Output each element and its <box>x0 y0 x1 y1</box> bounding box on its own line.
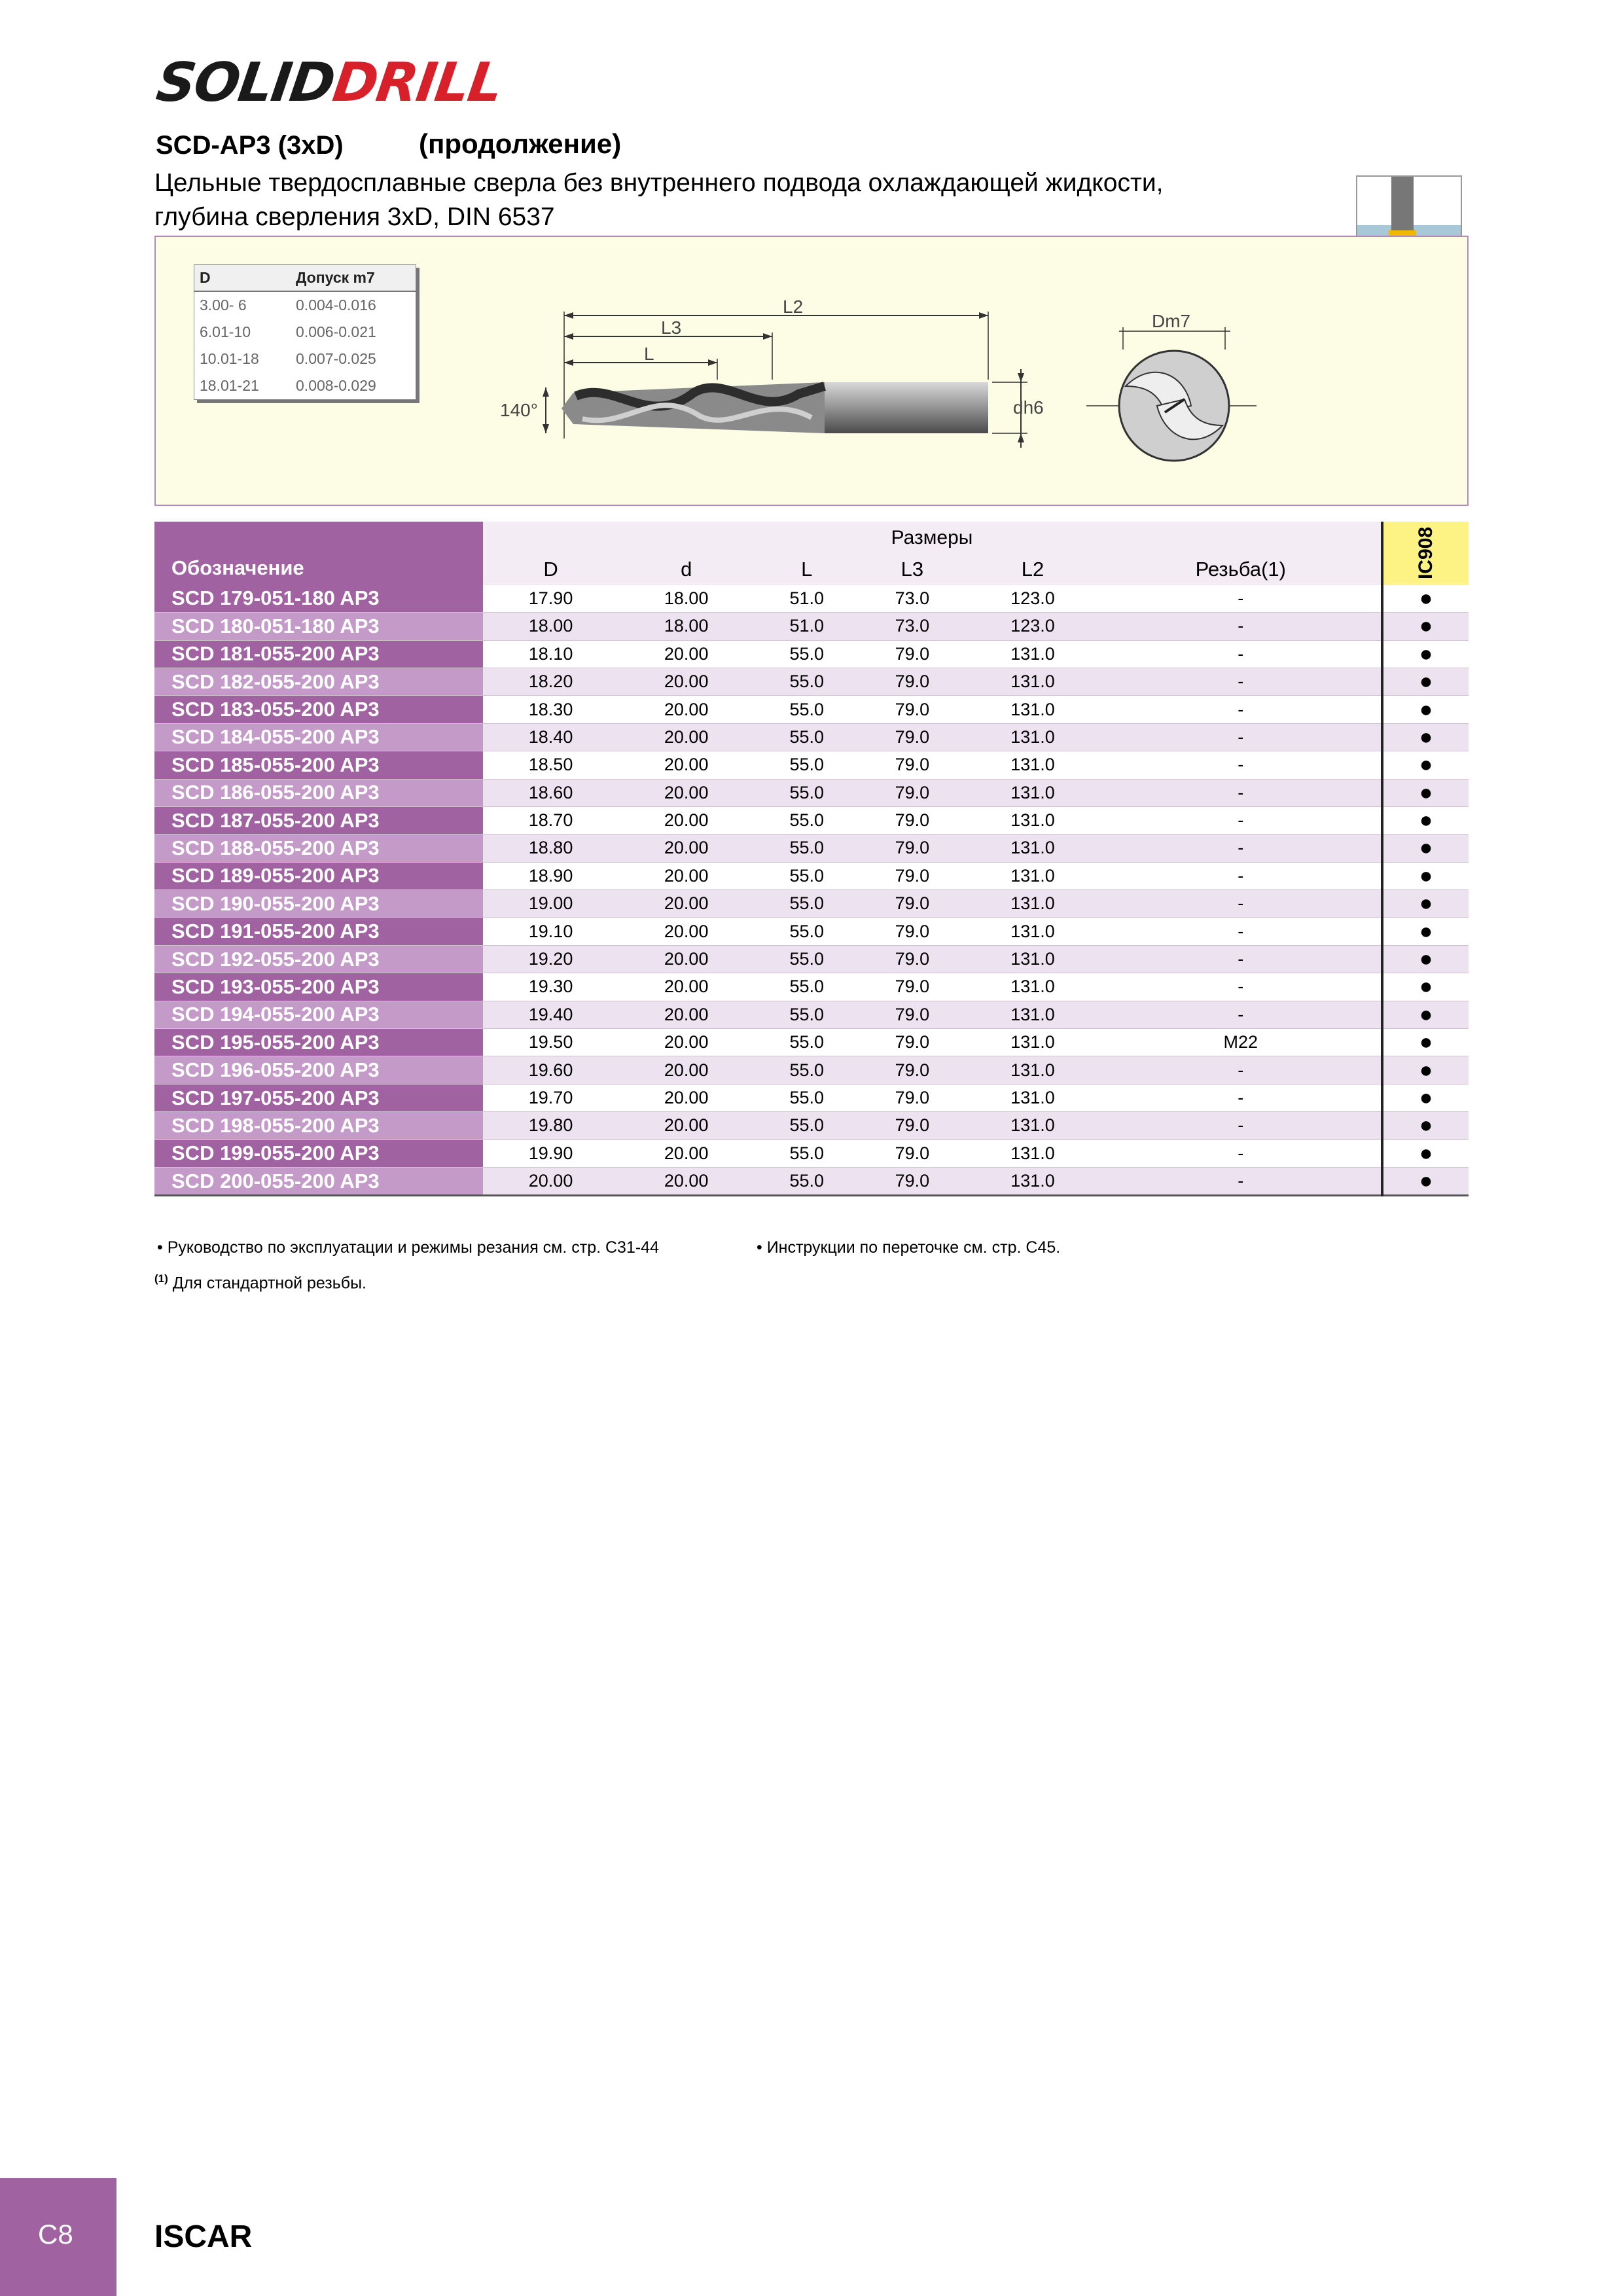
designation-cell: SCD 188-055-200 AP3 <box>154 834 483 862</box>
dimension-cell: 79.0 <box>859 1112 965 1139</box>
availability-dot: ● <box>1382 973 1469 1001</box>
dimension-cell: - <box>1101 806 1382 834</box>
dimension-cell: 79.0 <box>859 973 965 1001</box>
designation-cell: SCD 194-055-200 AP3 <box>154 1001 483 1028</box>
dimension-cell: 55.0 <box>754 1001 859 1028</box>
dimension-cell: - <box>1101 1167 1382 1195</box>
col-header-l: L <box>754 554 859 584</box>
availability-dot: ● <box>1382 1139 1469 1167</box>
dimension-cell: 20.00 <box>618 1056 754 1084</box>
availability-dot: ● <box>1382 1029 1469 1056</box>
dimension-cell: 20.00 <box>618 862 754 889</box>
title-continuation: (продолжение) <box>419 128 622 159</box>
dimension-cell: 20.00 <box>618 834 754 862</box>
dimension-cell: 131.0 <box>965 890 1100 918</box>
table-row <box>154 1001 1469 1028</box>
dimension-cell: - <box>1101 890 1382 918</box>
tolerance-row: 18.01-21 0.008-0.029 <box>200 377 376 394</box>
dimension-cell: 19.80 <box>483 1112 618 1139</box>
dimension-cell: 79.0 <box>859 1084 965 1111</box>
dimension-cell: 18.80 <box>483 834 618 862</box>
dimension-cell: 79.0 <box>859 918 965 945</box>
designation-cell: SCD 200-055-200 AP3 <box>154 1167 483 1195</box>
dimension-cell: 55.0 <box>754 668 859 695</box>
designation-cell: SCD 184-055-200 AP3 <box>154 723 483 751</box>
dimension-cell: 18.10 <box>483 640 618 668</box>
dimension-cell: 20.00 <box>618 1029 754 1056</box>
dimension-cell: 131.0 <box>965 1112 1100 1139</box>
dimension-cell: 131.0 <box>965 834 1100 862</box>
dimension-cell: 19.20 <box>483 945 618 973</box>
dimension-cell: 131.0 <box>965 1029 1100 1056</box>
dimension-cell: 55.0 <box>754 1112 859 1139</box>
dimension-cell: 79.0 <box>859 751 965 779</box>
tolerance-row: 3.00- 6 0.004-0.016 <box>200 296 376 314</box>
dimension-cell: 51.0 <box>754 585 859 613</box>
dimension-cell: - <box>1101 1001 1382 1028</box>
dimension-cell: - <box>1101 696 1382 723</box>
designation-cell: SCD 192-055-200 AP3 <box>154 945 483 973</box>
dimension-cell: 79.0 <box>859 806 965 834</box>
dimension-cell: 73.0 <box>859 585 965 613</box>
dimension-cell: 20.00 <box>618 696 754 723</box>
dimension-cell: 131.0 <box>965 696 1100 723</box>
dimension-cell: - <box>1101 1084 1382 1111</box>
designation-cell: SCD 196-055-200 AP3 <box>154 1056 483 1084</box>
designation-cell: SCD 182-055-200 AP3 <box>154 668 483 695</box>
dimension-cell: 131.0 <box>965 779 1100 806</box>
col-header-l2: L2 <box>965 554 1100 584</box>
tolerance-row: 10.01-18 0.007-0.025 <box>200 350 376 367</box>
availability-dot: ● <box>1382 806 1469 834</box>
dimensions-group-header: Размеры <box>483 522 1382 554</box>
dimension-cell: 79.0 <box>859 1001 965 1028</box>
dimension-cell: 131.0 <box>965 1139 1100 1167</box>
dimension-cell: - <box>1101 945 1382 973</box>
designation-cell: SCD 193-055-200 AP3 <box>154 973 483 1001</box>
dimension-cell: 55.0 <box>754 945 859 973</box>
dimension-cell: 18.00 <box>618 613 754 640</box>
dimension-cell: 19.90 <box>483 1139 618 1167</box>
dimension-cell: 20.00 <box>618 640 754 668</box>
tolerance-table <box>194 264 416 400</box>
dimension-cell: 55.0 <box>754 779 859 806</box>
designation-cell: SCD 190-055-200 AP3 <box>154 890 483 918</box>
table-row <box>154 945 1469 973</box>
dimension-cell: 123.0 <box>965 613 1100 640</box>
table-row <box>154 918 1469 945</box>
dimension-cell: 20.00 <box>618 751 754 779</box>
dimension-cell: 55.0 <box>754 640 859 668</box>
dimension-cell: 55.0 <box>754 723 859 751</box>
dimension-cell: 55.0 <box>754 696 859 723</box>
dimension-cell: 55.0 <box>754 806 859 834</box>
product-dimensions-table <box>154 522 1469 1196</box>
dimension-cell: - <box>1101 1112 1382 1139</box>
dimension-cell: 20.00 <box>618 1112 754 1139</box>
dimension-cell: 18.90 <box>483 862 618 889</box>
page-number: C8 <box>38 2219 73 2250</box>
table-row <box>154 806 1469 834</box>
usage-note: • Руководство по эксплуатации и режимы резания см. стр. C31-44 <box>157 1238 659 1257</box>
availability-dot: ● <box>1382 1084 1469 1111</box>
dimension-cell: 55.0 <box>754 862 859 889</box>
dimension-cell: 79.0 <box>859 668 965 695</box>
dimension-cell: 73.0 <box>859 613 965 640</box>
dimension-cell: 55.0 <box>754 1029 859 1056</box>
dimension-cell: 55.0 <box>754 1167 859 1195</box>
dimension-cell: 20.00 <box>618 945 754 973</box>
dimension-cell: - <box>1101 1139 1382 1167</box>
dimension-cell: - <box>1101 973 1382 1001</box>
dimension-cell: 20.00 <box>618 890 754 918</box>
dimension-cell: 20.00 <box>618 723 754 751</box>
col-header-l3: L3 <box>859 554 965 584</box>
table-row <box>154 585 1469 613</box>
dimension-cell: 131.0 <box>965 918 1100 945</box>
dimension-cell: - <box>1101 723 1382 751</box>
dimension-cell: 55.0 <box>754 890 859 918</box>
dimension-cell: 18.60 <box>483 779 618 806</box>
dimension-cell: 20.00 <box>483 1167 618 1195</box>
dimension-cell: 18.20 <box>483 668 618 695</box>
dimension-cell: 131.0 <box>965 1056 1100 1084</box>
dim-label-dh6: dh6 <box>1013 397 1044 418</box>
availability-dot: ● <box>1382 613 1469 640</box>
brand-name: ISCAR <box>154 2219 253 2254</box>
availability-dot: ● <box>1382 751 1469 779</box>
dimension-cell: 20.00 <box>618 668 754 695</box>
availability-dot: ● <box>1382 723 1469 751</box>
dimension-cell: 51.0 <box>754 613 859 640</box>
availability-dot: ● <box>1382 918 1469 945</box>
dimension-cell: M22 <box>1101 1029 1382 1056</box>
dimension-cell: 20.00 <box>618 806 754 834</box>
table-row <box>154 613 1469 640</box>
table-row <box>154 723 1469 751</box>
tolerance-header-m7: Допуск m7 <box>291 265 416 292</box>
dimension-cell: 20.00 <box>618 973 754 1001</box>
dimension-cell: 19.10 <box>483 918 618 945</box>
dimension-cell: 20.00 <box>618 1001 754 1028</box>
col-header-d: d <box>618 554 754 584</box>
dim-label-l3: L3 <box>661 317 682 338</box>
footnote: $^{(1)}$ Для стандартной резьбы. <box>154 1272 367 1293</box>
drill-end-view-drawing <box>1086 301 1257 484</box>
dimension-cell: 79.0 <box>859 1029 965 1056</box>
dim-label-l2: L2 <box>783 296 804 317</box>
table-row <box>154 640 1469 668</box>
dimension-cell: 131.0 <box>965 1167 1100 1195</box>
dimension-cell: - <box>1101 1056 1382 1084</box>
dimension-cell: 55.0 <box>754 1056 859 1084</box>
dimension-cell: 20.00 <box>618 1167 754 1195</box>
dimension-cell: 131.0 <box>965 806 1100 834</box>
dimension-cell: 55.0 <box>754 1084 859 1111</box>
availability-dot: ● <box>1382 834 1469 862</box>
product-subtitle: Цельные твердосплавные сверла без внутреннего подвода охлаждающей жидкости, глубина сверления 3xD, DIN 6537 <box>154 169 1164 231</box>
designation-cell: SCD 189-055-200 AP3 <box>154 862 483 889</box>
dimension-cell: 55.0 <box>754 751 859 779</box>
designation-cell: SCD 191-055-200 AP3 <box>154 918 483 945</box>
dimension-cell: 18.40 <box>483 723 618 751</box>
dimension-cell: 131.0 <box>965 945 1100 973</box>
dimension-cell: 131.0 <box>965 1001 1100 1028</box>
table-row <box>154 1084 1469 1111</box>
dimension-cell: 18.70 <box>483 806 618 834</box>
table-row <box>154 973 1469 1001</box>
dimension-cell: - <box>1101 668 1382 695</box>
dimension-cell: - <box>1101 613 1382 640</box>
dimension-cell: 20.00 <box>618 1139 754 1167</box>
designation-cell: SCD 179-051-180 AP3 <box>154 585 483 613</box>
regrind-note: • Инструкции по переточке см. стр. C45. <box>757 1238 1061 1257</box>
table-row <box>154 1167 1469 1195</box>
table-row <box>154 668 1469 695</box>
dimension-cell: - <box>1101 585 1382 613</box>
angle-label: 140° <box>500 400 538 420</box>
dimension-cell: 79.0 <box>859 862 965 889</box>
availability-dot: ● <box>1382 945 1469 973</box>
dimension-cell: 20.00 <box>618 1084 754 1111</box>
dimension-cell: 20.00 <box>618 918 754 945</box>
dimension-cell: 79.0 <box>859 779 965 806</box>
dimension-cell: 19.50 <box>483 1029 618 1056</box>
dimension-cell: 79.0 <box>859 1139 965 1167</box>
dimension-cell: 123.0 <box>965 585 1100 613</box>
dimension-cell: 79.0 <box>859 723 965 751</box>
dimension-cell: 79.0 <box>859 640 965 668</box>
designation-cell: SCD 199-055-200 AP3 <box>154 1139 483 1167</box>
dimension-cell: 18.50 <box>483 751 618 779</box>
dimension-cell: 18.00 <box>483 613 618 640</box>
table-row <box>154 1112 1469 1139</box>
dimension-cell: 19.40 <box>483 1001 618 1028</box>
designation-cell: SCD 185-055-200 AP3 <box>154 751 483 779</box>
dimension-cell: 19.60 <box>483 1056 618 1084</box>
availability-dot: ● <box>1382 1001 1469 1028</box>
availability-dot: ● <box>1382 1167 1469 1195</box>
dimension-cell: 131.0 <box>965 973 1100 1001</box>
dimension-cell: - <box>1101 862 1382 889</box>
dimension-cell: 131.0 <box>965 862 1100 889</box>
dimension-cell: 131.0 <box>965 1084 1100 1111</box>
dimension-cell: 131.0 <box>965 640 1100 668</box>
dimension-cell: - <box>1101 779 1382 806</box>
col-header-d-cap: D <box>483 554 618 584</box>
availability-dot: ● <box>1382 640 1469 668</box>
table-row <box>154 862 1469 889</box>
grade-header: IC908 <box>1382 522 1469 585</box>
dimension-cell: - <box>1101 640 1382 668</box>
solid-drill-logo: SOLIDDRILL <box>152 52 506 114</box>
tolerance-header-d: D <box>194 265 291 292</box>
designation-cell: SCD 187-055-200 AP3 <box>154 806 483 834</box>
product-title: SCD-AP3 (3xD) <box>156 131 344 160</box>
dimension-cell: 79.0 <box>859 1167 965 1195</box>
dimension-cell: 79.0 <box>859 834 965 862</box>
dimension-cell: 55.0 <box>754 918 859 945</box>
dimension-cell: 17.90 <box>483 585 618 613</box>
dimension-cell: 20.00 <box>618 779 754 806</box>
table-row <box>154 779 1469 806</box>
dimension-cell: 131.0 <box>965 668 1100 695</box>
table-row <box>154 834 1469 862</box>
dimension-cell: 19.00 <box>483 890 618 918</box>
dimension-cell: 79.0 <box>859 945 965 973</box>
table-row <box>154 890 1469 918</box>
dimension-cell: 131.0 <box>965 723 1100 751</box>
dimension-cell: 18.30 <box>483 696 618 723</box>
dimension-cell: 79.0 <box>859 696 965 723</box>
designation-cell: SCD 186-055-200 AP3 <box>154 779 483 806</box>
availability-dot: ● <box>1382 779 1469 806</box>
tolerance-row: 6.01-10 0.006-0.021 <box>200 323 376 340</box>
dimension-cell: 55.0 <box>754 973 859 1001</box>
table-row <box>154 1139 1469 1167</box>
table-row <box>154 696 1469 723</box>
dimension-cell: 19.30 <box>483 973 618 1001</box>
designation-cell: SCD 197-055-200 AP3 <box>154 1084 483 1111</box>
dimension-cell: 79.0 <box>859 890 965 918</box>
availability-dot: ● <box>1382 668 1469 695</box>
table-row <box>154 1029 1469 1056</box>
availability-dot: ● <box>1382 1112 1469 1139</box>
dimension-cell: - <box>1101 751 1382 779</box>
availability-dot: ● <box>1382 1056 1469 1084</box>
designation-cell: SCD 183-055-200 AP3 <box>154 696 483 723</box>
availability-dot: ● <box>1382 862 1469 889</box>
dimension-cell: - <box>1101 918 1382 945</box>
table-row <box>154 1056 1469 1084</box>
designation-cell: SCD 180-051-180 AP3 <box>154 613 483 640</box>
dim-label-l: L <box>644 344 654 364</box>
dimension-cell: 79.0 <box>859 1056 965 1084</box>
availability-dot: ● <box>1382 585 1469 613</box>
dimension-cell: - <box>1101 834 1382 862</box>
dimension-cell: 18.00 <box>618 585 754 613</box>
designation-cell: SCD 198-055-200 AP3 <box>154 1112 483 1139</box>
availability-dot: ● <box>1382 696 1469 723</box>
col-header-thread: Резьба(1) <box>1101 554 1382 584</box>
dimension-cell: 131.0 <box>965 751 1100 779</box>
dimension-cell: 55.0 <box>754 834 859 862</box>
availability-dot: ● <box>1382 890 1469 918</box>
designation-cell: SCD 181-055-200 AP3 <box>154 640 483 668</box>
dimension-cell: 55.0 <box>754 1139 859 1167</box>
dim-label-dm7: Dm7 <box>1152 311 1191 331</box>
designation-cell: SCD 195-055-200 AP3 <box>154 1029 483 1056</box>
dimension-cell: 19.70 <box>483 1084 618 1111</box>
designation-header: Обозначение <box>154 522 483 585</box>
table-row <box>154 751 1469 779</box>
